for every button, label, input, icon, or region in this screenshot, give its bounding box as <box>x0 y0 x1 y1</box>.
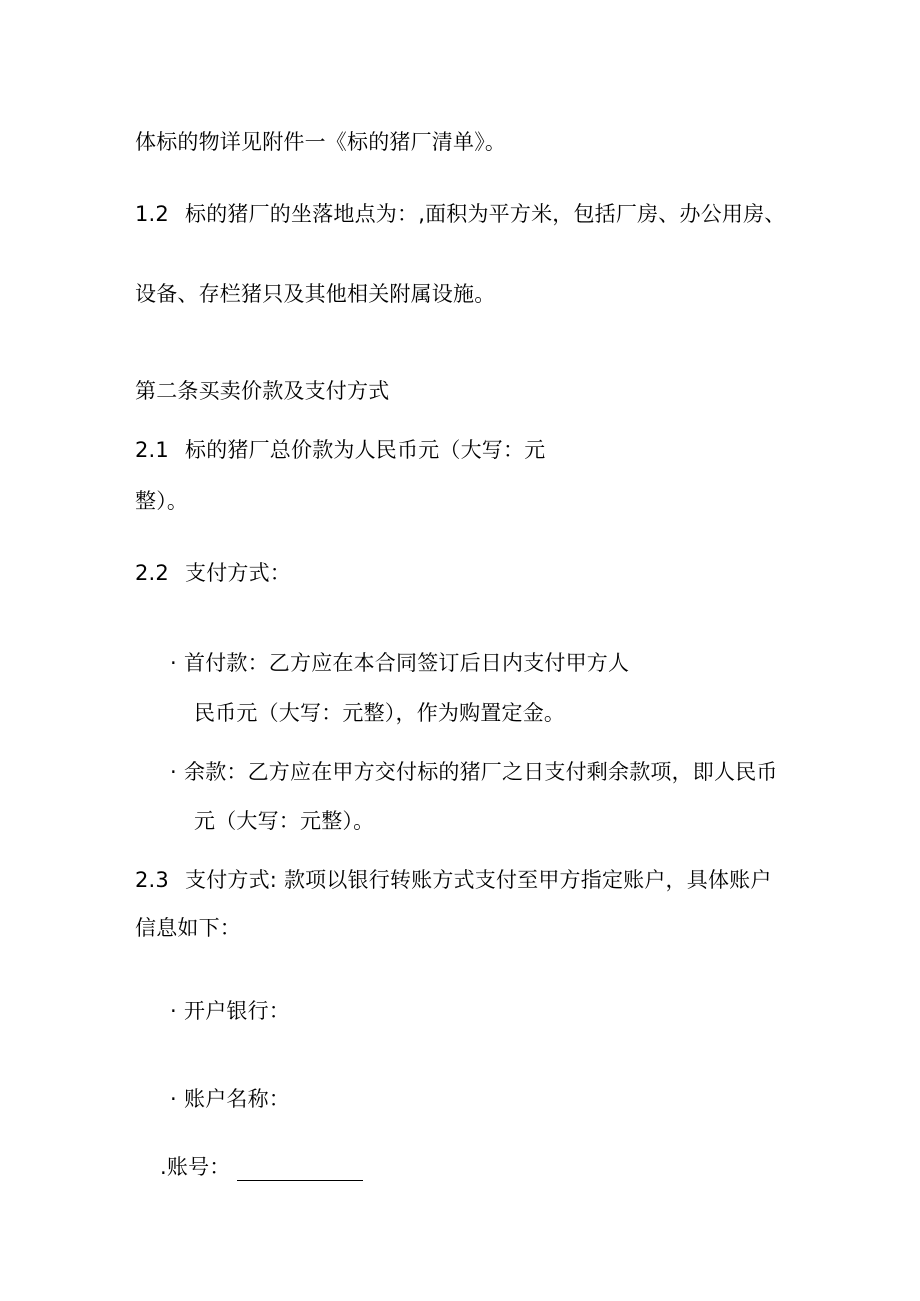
bullet-dot: · <box>170 760 177 784</box>
bullet-balance <box>170 758 778 786</box>
bullet-down-payment <box>170 649 629 677</box>
bullet-balance-continuation <box>194 807 374 835</box>
clause-text: 整）。 <box>135 489 189 513</box>
clause-number: 1.2 <box>135 202 169 226</box>
clause-2-1 <box>135 436 545 464</box>
bullet-text: 民币元（大写：元整），作为购置定金。 <box>194 701 566 725</box>
clause-text: 支付方式: 款项以银行转账方式支付至甲方指定账户，具体账户 <box>185 868 772 892</box>
account-number-label: .账号： <box>160 1155 231 1179</box>
attachment-text: 体标的物详见附件一《标的猪厂清单》。 <box>135 130 507 154</box>
clause-text: 设备、存栏猪只及其他相关附属设施。 <box>135 282 496 306</box>
clause-number: 2.3 <box>135 868 169 892</box>
clause-text: 标的猪厂的坐落地点为：,面积为平方米，包括厂房、办公用房、 <box>185 202 786 226</box>
attachment-line <box>135 128 506 156</box>
clause-number: 2.2 <box>135 561 169 585</box>
bullet-dot: · <box>170 1087 177 1111</box>
account-number-blank-line <box>237 1180 363 1181</box>
clause-2-1-continuation <box>135 487 188 515</box>
bullet-dot: · <box>170 999 177 1023</box>
account-name-label: 账户名称： <box>184 1087 290 1111</box>
clause-number: 2.1 <box>135 438 169 462</box>
clause-1-2-continuation <box>135 280 495 308</box>
clause-1-2 <box>135 200 785 228</box>
account-number-field <box>160 1153 230 1181</box>
bullet-dot: · <box>170 651 177 675</box>
bullet-down-payment-continuation <box>194 699 565 727</box>
article-2-heading <box>135 377 389 405</box>
clause-text: 信息如下： <box>135 916 241 940</box>
clause-2-3 <box>135 866 772 894</box>
article-title: 第二条买卖价款及支付方式 <box>135 379 390 403</box>
clause-2-2 <box>135 559 291 587</box>
bank-field <box>170 997 290 1025</box>
clause-text: 标的猪厂总价款为人民币元（大写：元 <box>185 438 546 462</box>
bank-label: 开户银行： <box>184 999 290 1023</box>
bullet-text: 元（大写：元整）。 <box>194 809 375 833</box>
clause-2-3-continuation <box>135 914 241 942</box>
bullet-text: 余款：乙方应在甲方交付标的猪厂之日支付剩余款项，即人民币 <box>184 760 778 784</box>
bullet-text: 首付款：乙方应在本合同签订后日内支付甲方人 <box>184 651 630 675</box>
account-name-field <box>170 1085 290 1113</box>
clause-text: 支付方式： <box>185 561 291 585</box>
